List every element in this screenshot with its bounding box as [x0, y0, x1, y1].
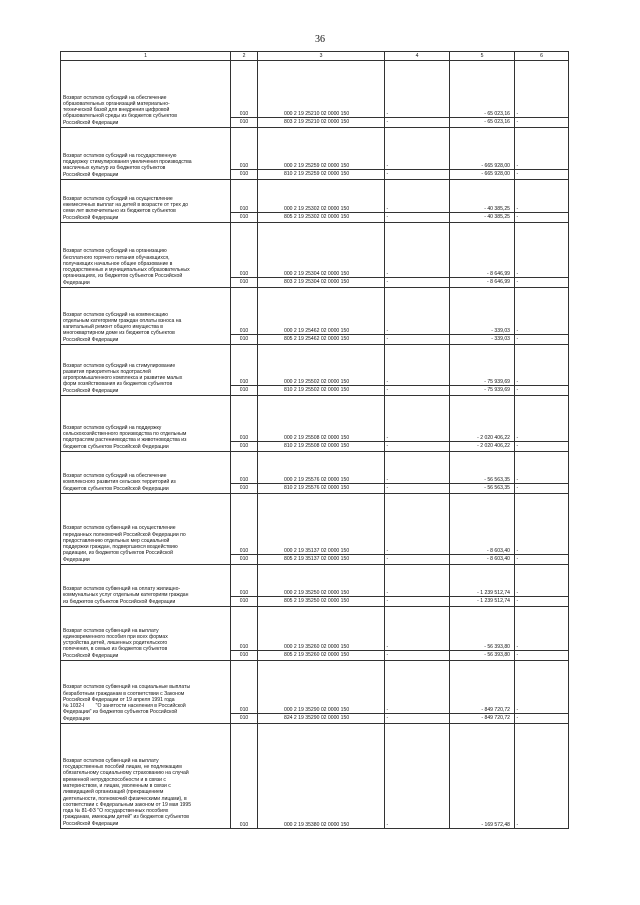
row-description: Возврат остатков субсидий на государственную поддержку стимулирования увеличения производства масличных культур из бюджетов субъектов Российской Федерации: [61, 128, 231, 180]
cell-c2: 010: [231, 555, 258, 565]
cell-c3: 000 2 19 35137 02 0000 150: [258, 494, 385, 555]
cell-c4: -: [385, 61, 450, 118]
table-row: [61, 345, 569, 386]
cell-c5: - 75 939,69: [450, 345, 515, 386]
cell-c4: -: [385, 288, 450, 335]
cell-c2: 010: [231, 288, 258, 335]
cell-c4: -: [385, 484, 450, 494]
cell-c3: 805 2 19 25462 02 0000 150: [258, 335, 385, 345]
cell-c2: 010: [231, 494, 258, 555]
cell-c5: - 1 239 512,74: [450, 565, 515, 597]
cell-c3: 803 2 19 25210 02 0000 150: [258, 118, 385, 128]
cell-c5: - 56 393,80: [450, 607, 515, 651]
cell-c4: -: [385, 180, 450, 213]
cell-c3: 000 2 19 25304 02 0000 150: [258, 223, 385, 278]
cell-c2: 010: [231, 651, 258, 661]
report-table: [60, 51, 569, 829]
cell-c4: -: [385, 452, 450, 484]
cell-c6: -: [515, 335, 569, 345]
cell-c6: -: [515, 452, 569, 484]
cell-c5: - 56 393,80: [450, 651, 515, 661]
cell-c4: -: [385, 714, 450, 724]
cell-c6: -: [515, 651, 569, 661]
row-description: Возврат остатков субвенций на выплату единовременного пособия при всех формах устройства детей, лишенных родительского попечения, в семью из бюджетов субъектов Российской Федерации: [61, 607, 231, 661]
cell-c4: -: [385, 597, 450, 607]
cell-c5: - 65 023,16: [450, 61, 515, 118]
cell-c5: - 339,03: [450, 288, 515, 335]
cell-c4: -: [385, 661, 450, 714]
row-description: Возврат остатков субвенций на выплату государственных пособий лицам, не подлежащим обязательному социальному страхованию на случай временной нетрудоспособности и в связи с материнством, и лицам, уволенным в связи с ликвидацией организаций (прекращением деятельности, полномочий физическими лицами), в соответствии с Федеральным законом от 19 мая 1995 года № 81-ФЗ "О государственных пособиях гражданам, имеющим детей" из бюджетов субъектов Российской Федерации: [61, 724, 231, 829]
cell-c6: -: [515, 386, 569, 396]
cell-c4: -: [385, 213, 450, 223]
row-description: Возврат остатков субсидий на стимулирование развития приоритетных подотраслей агропромышленного комплекса и развитие малых форм хозяйствования из бюджетов субъектов Российской Федерации: [61, 345, 231, 396]
column-header: 2: [231, 52, 258, 61]
table-row: [61, 223, 569, 278]
cell-c2: 010: [231, 335, 258, 345]
cell-c4: -: [385, 170, 450, 180]
cell-c2: 010: [231, 484, 258, 494]
table-row: [61, 565, 569, 597]
cell-c3: 805 2 19 35137 02 0000 150: [258, 555, 385, 565]
cell-c4: -: [385, 386, 450, 396]
cell-c4: -: [385, 335, 450, 345]
row-description: Возврат остатков субсидий на организацию бесплатного горячего питания обучающихся, получающих начальное общее образование в государственных и муниципальных образовательных организациях, из бюджетов субъектов Российской Федерации: [61, 223, 231, 288]
cell-c3: 000 2 19 25302 02 0000 150: [258, 180, 385, 213]
cell-c5: - 665 928,00: [450, 128, 515, 170]
cell-c6: -: [515, 223, 569, 278]
cell-c3: 000 2 19 35260 02 0000 150: [258, 607, 385, 651]
table-body: [61, 61, 569, 829]
column-header: 5: [450, 52, 515, 61]
cell-c2: 010: [231, 607, 258, 651]
cell-c2: 010: [231, 180, 258, 213]
column-header: 6: [515, 52, 569, 61]
cell-c6: -: [515, 442, 569, 452]
table-row: [61, 180, 569, 213]
cell-c2: 010: [231, 170, 258, 180]
row-description: Возврат остатков субвенций на социальные выплаты безработным гражданам в соответствии с Законом Российской Федерации от 19 апреля 1991 года № 1032-I "О занятости населения в Российской Федерации" из бюджетов субъектов Российской Федерации: [61, 661, 231, 724]
cell-c3: 000 2 19 35250 02 0000 150: [258, 565, 385, 597]
cell-c2: 010: [231, 213, 258, 223]
cell-c6: -: [515, 565, 569, 597]
row-description: Возврат остатков субсидий на поддержку сельскохозяйственного производства по отдельным подотраслям растениеводства и животноводства из бюджетов субъектов Российской Федерации: [61, 396, 231, 452]
cell-c4: -: [385, 223, 450, 278]
cell-c6: -: [515, 128, 569, 170]
cell-c4: -: [385, 442, 450, 452]
cell-c3: 810 2 19 25508 02 0000 150: [258, 442, 385, 452]
cell-c6: -: [515, 484, 569, 494]
cell-c3: 810 2 19 25502 02 0000 150: [258, 386, 385, 396]
cell-c2: 010: [231, 452, 258, 484]
cell-c4: -: [385, 278, 450, 288]
cell-c3: 000 2 19 35380 02 0000 150: [258, 724, 385, 829]
cell-c3: 000 2 19 25576 02 0000 150: [258, 452, 385, 484]
cell-c2: 010: [231, 661, 258, 714]
cell-c3: 805 2 19 25302 02 0000 150: [258, 213, 385, 223]
cell-c2: 010: [231, 565, 258, 597]
cell-c6: -: [515, 396, 569, 442]
cell-c3: 803 2 19 25304 02 0000 150: [258, 278, 385, 288]
cell-c6: -: [515, 213, 569, 223]
cell-c5: - 75 939,69: [450, 386, 515, 396]
table-row: [61, 607, 569, 651]
cell-c4: -: [385, 724, 450, 829]
cell-c6: -: [515, 724, 569, 829]
cell-c5: - 40 385,25: [450, 180, 515, 213]
row-description: Возврат остатков субсидий на обеспечение комплексного развития сельских территорий из бюджетов субъектов Российской Федерации: [61, 452, 231, 494]
cell-c3: 805 2 19 35250 02 0000 150: [258, 597, 385, 607]
header-row: [61, 52, 569, 61]
cell-c4: -: [385, 607, 450, 651]
cell-c2: 010: [231, 345, 258, 386]
cell-c3: 805 2 19 35260 02 0000 150: [258, 651, 385, 661]
cell-c3: 000 2 19 25259 02 0000 150: [258, 128, 385, 170]
row-description: Возврат остатков субвенций на осуществление переданных полномочий Российской Федерации по предоставлению отдельных мер социальной поддержки граждан, подвергшихся воздействию радиации, из бюджетов субъектов Российской Федерации: [61, 494, 231, 565]
cell-c4: -: [385, 651, 450, 661]
cell-c5: - 65 023,16: [450, 118, 515, 128]
cell-c5: - 8 603,40: [450, 555, 515, 565]
cell-c4: -: [385, 565, 450, 597]
cell-c3: 000 2 19 25508 02 0000 150: [258, 396, 385, 442]
table-row: [61, 724, 569, 829]
cell-c6: -: [515, 597, 569, 607]
cell-c2: 010: [231, 278, 258, 288]
cell-c5: - 849 720,72: [450, 661, 515, 714]
cell-c5: - 849 720,72: [450, 714, 515, 724]
cell-c3: 000 2 19 25502 02 0000 150: [258, 345, 385, 386]
cell-c3: 810 2 19 25259 02 0000 150: [258, 170, 385, 180]
cell-c6: -: [515, 278, 569, 288]
column-header: 1: [61, 52, 231, 61]
cell-c2: 010: [231, 223, 258, 278]
cell-c3: 000 2 19 25462 02 0000 150: [258, 288, 385, 335]
cell-c2: 010: [231, 61, 258, 118]
table-row: [61, 61, 569, 118]
table-row: [61, 396, 569, 442]
cell-c4: -: [385, 345, 450, 386]
cell-c5: - 665 928,00: [450, 170, 515, 180]
cell-c4: -: [385, 494, 450, 555]
row-description: Возврат остатков субсидий на компенсацию отдельным категориям граждан оплаты взноса на капитальный ремонт общего имущества в многоквартирном доме из бюджетов субъектов Российской Федерации: [61, 288, 231, 345]
cell-c5: - 169 572,48: [450, 724, 515, 829]
cell-c5: - 8 603,40: [450, 494, 515, 555]
cell-c6: -: [515, 555, 569, 565]
cell-c2: 010: [231, 442, 258, 452]
cell-c4: -: [385, 128, 450, 170]
page-number: 36: [315, 34, 325, 45]
cell-c5: - 8 646,99: [450, 278, 515, 288]
cell-c6: -: [515, 61, 569, 118]
row-description: Возврат остатков субсидий на обеспечение образовательных организаций материально- технической базой для внедрения цифровой образовательной среды из бюджетов субъектов Российской Федерации: [61, 61, 231, 128]
cell-c5: - 40 385,25: [450, 213, 515, 223]
cell-c6: -: [515, 345, 569, 386]
table-row: [61, 661, 569, 714]
cell-c5: - 1 239 512,74: [450, 597, 515, 607]
cell-c2: 010: [231, 118, 258, 128]
cell-c5: - 2 020 406,22: [450, 396, 515, 442]
cell-c2: 010: [231, 597, 258, 607]
row-description: Возврат остатков субсидий на осуществление ежемесячных выплат на детей в возрасте от трех до семи лет включительно из бюджетов субъектов Российской Федерации: [61, 180, 231, 223]
cell-c2: 010: [231, 396, 258, 442]
cell-c3: 000 2 19 25210 02 0000 150: [258, 61, 385, 118]
cell-c3: 810 2 19 25576 02 0000 150: [258, 484, 385, 494]
cell-c5: - 56 563,35: [450, 484, 515, 494]
cell-c3: 824 2 19 35290 02 0000 150: [258, 714, 385, 724]
cell-c6: -: [515, 288, 569, 335]
column-header: 3: [258, 52, 385, 61]
table-row: [61, 494, 569, 555]
cell-c5: - 339,03: [450, 335, 515, 345]
cell-c5: - 2 020 406,22: [450, 442, 515, 452]
cell-c6: -: [515, 170, 569, 180]
cell-c4: -: [385, 396, 450, 442]
table-row: [61, 128, 569, 170]
cell-c4: -: [385, 118, 450, 128]
row-description: Возврат остатков субвенций на оплату жилищно- коммунальных услуг отдельным категориям граждан из бюджетов субъектов Российской Федерации: [61, 565, 231, 607]
cell-c4: -: [385, 555, 450, 565]
cell-c6: -: [515, 607, 569, 651]
cell-c2: 010: [231, 724, 258, 829]
cell-c6: -: [515, 494, 569, 555]
cell-c6: -: [515, 661, 569, 714]
cell-c6: -: [515, 180, 569, 213]
cell-c6: -: [515, 714, 569, 724]
cell-c5: - 56 563,35: [450, 452, 515, 484]
cell-c2: 010: [231, 386, 258, 396]
cell-c2: 010: [231, 128, 258, 170]
cell-c3: 000 2 19 35290 02 0000 150: [258, 661, 385, 714]
column-header: 4: [385, 52, 450, 61]
table-row: [61, 452, 569, 484]
cell-c2: 010: [231, 714, 258, 724]
cell-c6: -: [515, 118, 569, 128]
cell-c5: - 8 646,99: [450, 223, 515, 278]
table-row: [61, 288, 569, 335]
